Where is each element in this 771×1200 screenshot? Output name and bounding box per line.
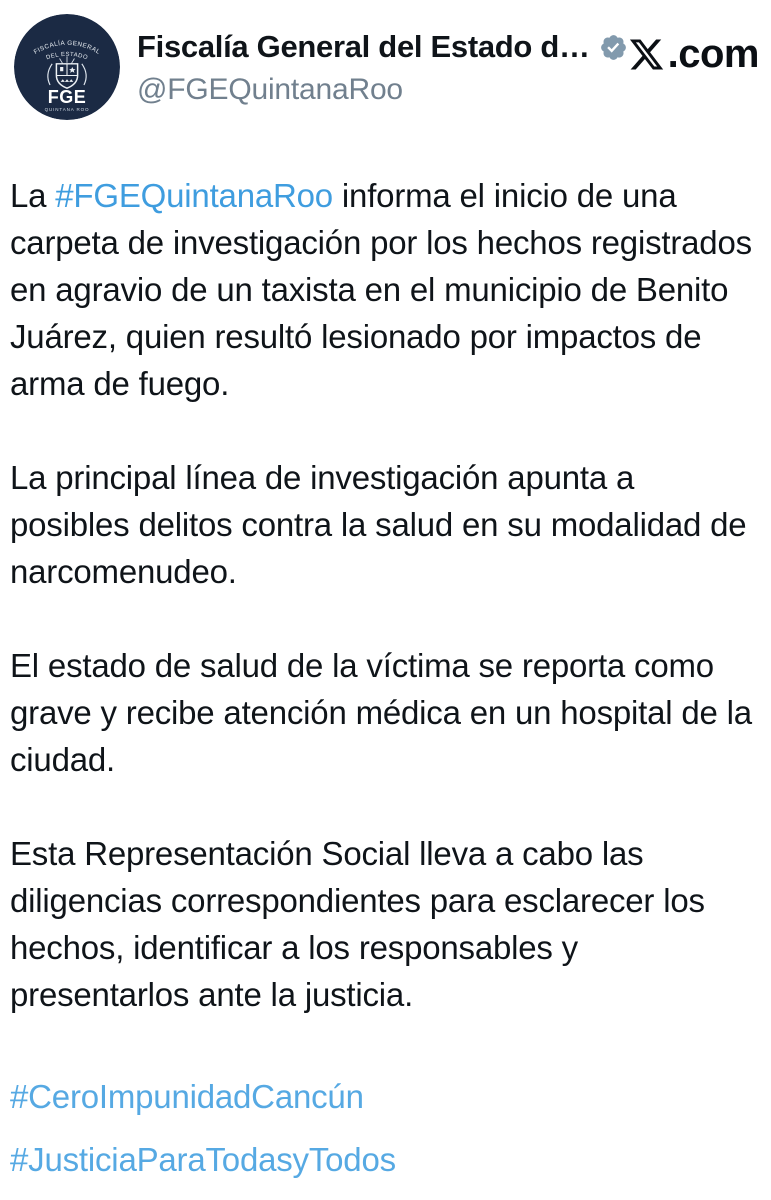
avatar-monogram: FGE — [47, 87, 87, 108]
text-run: La principal línea de investigación apunta a posibles delitos contra la salud en su modalidad de narcomenudeo. — [10, 459, 747, 590]
tweet-header — [0, 0, 771, 120]
avatar[interactable] — [14, 14, 120, 120]
user-handle[interactable]: @FGEQuintanaRoo — [137, 73, 403, 106]
identity-block — [137, 14, 628, 107]
display-name[interactable]: Fiscalía General del Estado d… — [137, 29, 590, 64]
tweet-paragraph — [10, 830, 757, 1018]
name-row — [137, 29, 628, 65]
tweet-paragraph — [10, 1065, 757, 1128]
hashtag-link[interactable]: #FGEQuintanaRoo — [55, 177, 333, 214]
tweet-paragraph — [10, 642, 757, 783]
avatar-arc-text-2: DEL ESTADO — [45, 51, 89, 62]
tweet-text — [0, 172, 771, 1191]
x-logo-icon — [628, 36, 665, 73]
verified-badge-icon — [599, 33, 628, 62]
hashtag-link[interactable]: #CeroImpunidadCancún — [10, 1078, 364, 1115]
text-run: El estado de salud de la víctima se reporta como grave y recibe atención médica en un hospital de la ciudad. — [10, 647, 752, 778]
tweet-paragraph — [10, 454, 757, 595]
site-suffix: .com — [667, 32, 759, 76]
text-run: La — [10, 177, 56, 214]
avatar-bottom-text: QUINTANA ROO — [44, 106, 90, 112]
site-label — [628, 14, 759, 77]
text-run: informa el inicio de una carpeta de investigación por los hechos registrados en agravio de un taxista en el municipio de Benito Juárez, quien resultó lesionado por impactos de arma de fuego. — [10, 177, 752, 402]
avatar-arc-text-1: FISCALÍA GENERAL — [32, 39, 102, 56]
fge-logo-icon — [14, 14, 120, 120]
tweet-paragraph — [10, 172, 757, 407]
tweet-paragraph — [10, 1128, 757, 1191]
hashtag-link[interactable]: #JusticiaParaTodasyTodos — [10, 1141, 396, 1178]
text-run: Esta Representación Social lleva a cabo las diligencias correspondientes para esclarecer los hechos, identificar a los responsables y presentarlos ante la justicia. — [10, 835, 705, 1013]
